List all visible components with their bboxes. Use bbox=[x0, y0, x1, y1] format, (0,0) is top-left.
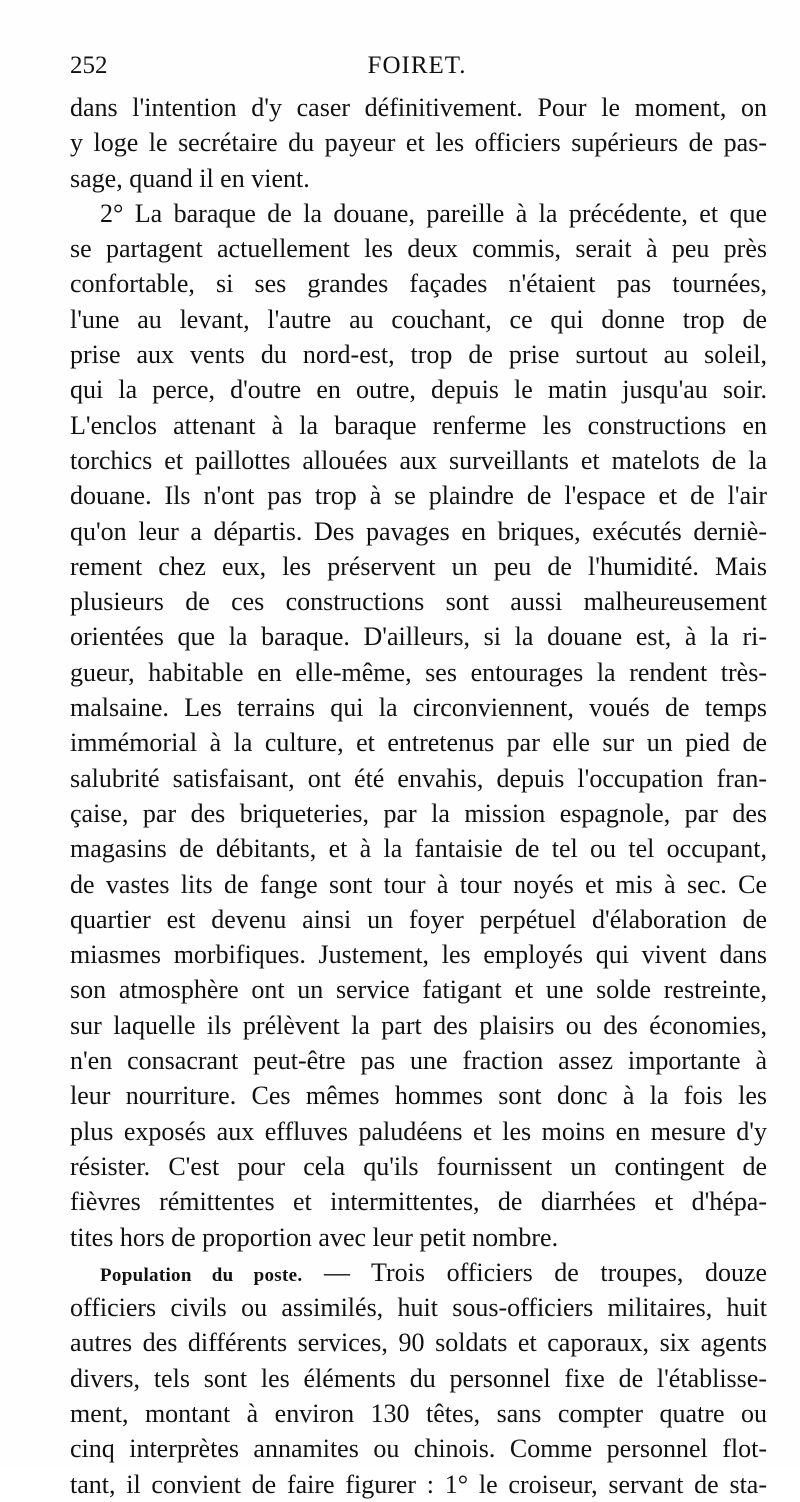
text-line: autres des différents services, 90 soldats et caporaux, six agents bbox=[70, 1328, 767, 1358]
text-line: plus exposés aux effluves paludéens et les moins en mesure d'y bbox=[70, 1116, 767, 1146]
text-line: résister. C'est pour cela qu'ils fournissent un contingent de bbox=[70, 1151, 767, 1181]
text-line: 2° La baraque de la douane, pareille à la précédente, et que bbox=[100, 198, 767, 228]
text-line: de vastes lits de fange sont tour à tour noyés et mis à sec. Ce bbox=[70, 869, 767, 899]
text-line: miasmes morbifiques. Justement, les employés qui vivent dans bbox=[70, 940, 767, 970]
text-line: tites hors de proportion avec leur petit nombre. bbox=[70, 1222, 559, 1252]
text-line: tant, il convient de faire figurer : 1° le croiseur, servant de sta- bbox=[70, 1469, 767, 1499]
text-line: divers, tels sont les éléments du personnel fixe de l'établisse- bbox=[70, 1363, 767, 1393]
text-line: immémorial à la culture, et entretenus par elle sur un pied de bbox=[70, 728, 767, 758]
text-line: plusieurs de ces constructions sont aussi malheureusement bbox=[70, 587, 767, 617]
text-line: se partagent actuellement les deux commis, serait à peu près bbox=[70, 234, 767, 264]
text-line: leur nourriture. Ces mêmes hommes sont donc à la fois les bbox=[70, 1081, 767, 1111]
text-line: sage, quand il en vient. bbox=[70, 163, 310, 193]
text-line: douane. Ils n'ont pas trop à se plaindre de l'espace et de l'air bbox=[70, 481, 767, 511]
section-heading: Population du poste. bbox=[100, 1264, 303, 1286]
text-line: L'enclos attenant à la baraque renferme les constructions en bbox=[70, 410, 767, 440]
running-head: FOIRET. bbox=[367, 52, 467, 79]
text-line: malsaine. Les terrains qui la circonviennent, voués de temps bbox=[70, 693, 767, 723]
text-line: dans l'intention d'y caser définitivement. Pour le moment, on bbox=[70, 93, 767, 122]
text-line: ment, montant à environ 130 têtes, sans compter quatre ou bbox=[70, 1398, 767, 1428]
text-line: qui la perce, d'outre en outre, depuis le matin jusqu'au soir. bbox=[70, 375, 767, 405]
text-line: n'en consacrant peut-être pas une fraction assez importante à bbox=[70, 1046, 767, 1076]
text-line: prise aux vents du nord-est, trop de prise surtout au soleil, bbox=[70, 340, 767, 370]
text-line: l'une au levant, l'autre au couchant, ce qui donne trop de bbox=[70, 304, 767, 334]
section-heading-line bbox=[70, 1255, 767, 1290]
text-line: son atmosphère ont un service fatigant et une solde restreinte, bbox=[70, 975, 767, 1005]
text-line: çaise, par des briqueteries, par la mission espagnole, par des bbox=[70, 798, 767, 828]
text-line: torchics et paillottes allouées aux surveillants et matelots de la bbox=[70, 445, 767, 475]
text-line: fièvres rémittentes et intermittentes, de diarrhées et d'hépa- bbox=[70, 1187, 767, 1217]
text-line: confortable, si ses grandes façades n'étaient pas tournées, bbox=[70, 269, 767, 299]
text-line: orientées que la baraque. D'ailleurs, si la douane est, à la ri- bbox=[70, 622, 767, 652]
text-line: sur laquelle ils prélèvent la part des plaisirs ou des économies, bbox=[70, 1010, 767, 1040]
text-line: y loge le secrétaire du payeur et les officiers supérieurs de pas- bbox=[70, 128, 767, 158]
page-header bbox=[70, 52, 764, 92]
text-line: rement chez eux, les préservent un peu de l'humidité. Mais bbox=[70, 551, 767, 581]
text-line: magasins de débitants, et à la fantaisie de tel ou tel occupant, bbox=[70, 834, 767, 864]
text-line: quartier est devenu ainsi un foyer perpétuel d'élaboration de bbox=[70, 904, 767, 934]
text-line: salubrité satisfaisant, ont été envahis, depuis l'occupation fran- bbox=[70, 763, 767, 793]
text-run: — Trois officiers de troupes, douze bbox=[323, 1257, 767, 1287]
text-line: qu'on leur a départis. Des pavages en briques, exécutés derniè- bbox=[70, 516, 767, 546]
text-line: officiers civils ou assimilés, huit sous-officiers militaires, huit bbox=[70, 1293, 767, 1323]
text-line: cinq interprètes annamites ou chinois. Comme personnel flot- bbox=[70, 1434, 767, 1464]
text-line: gueur, habitable en elle-même, ses entourages la rendent très- bbox=[70, 657, 767, 687]
page-body bbox=[70, 90, 767, 1502]
page-number: 252 bbox=[70, 52, 108, 79]
